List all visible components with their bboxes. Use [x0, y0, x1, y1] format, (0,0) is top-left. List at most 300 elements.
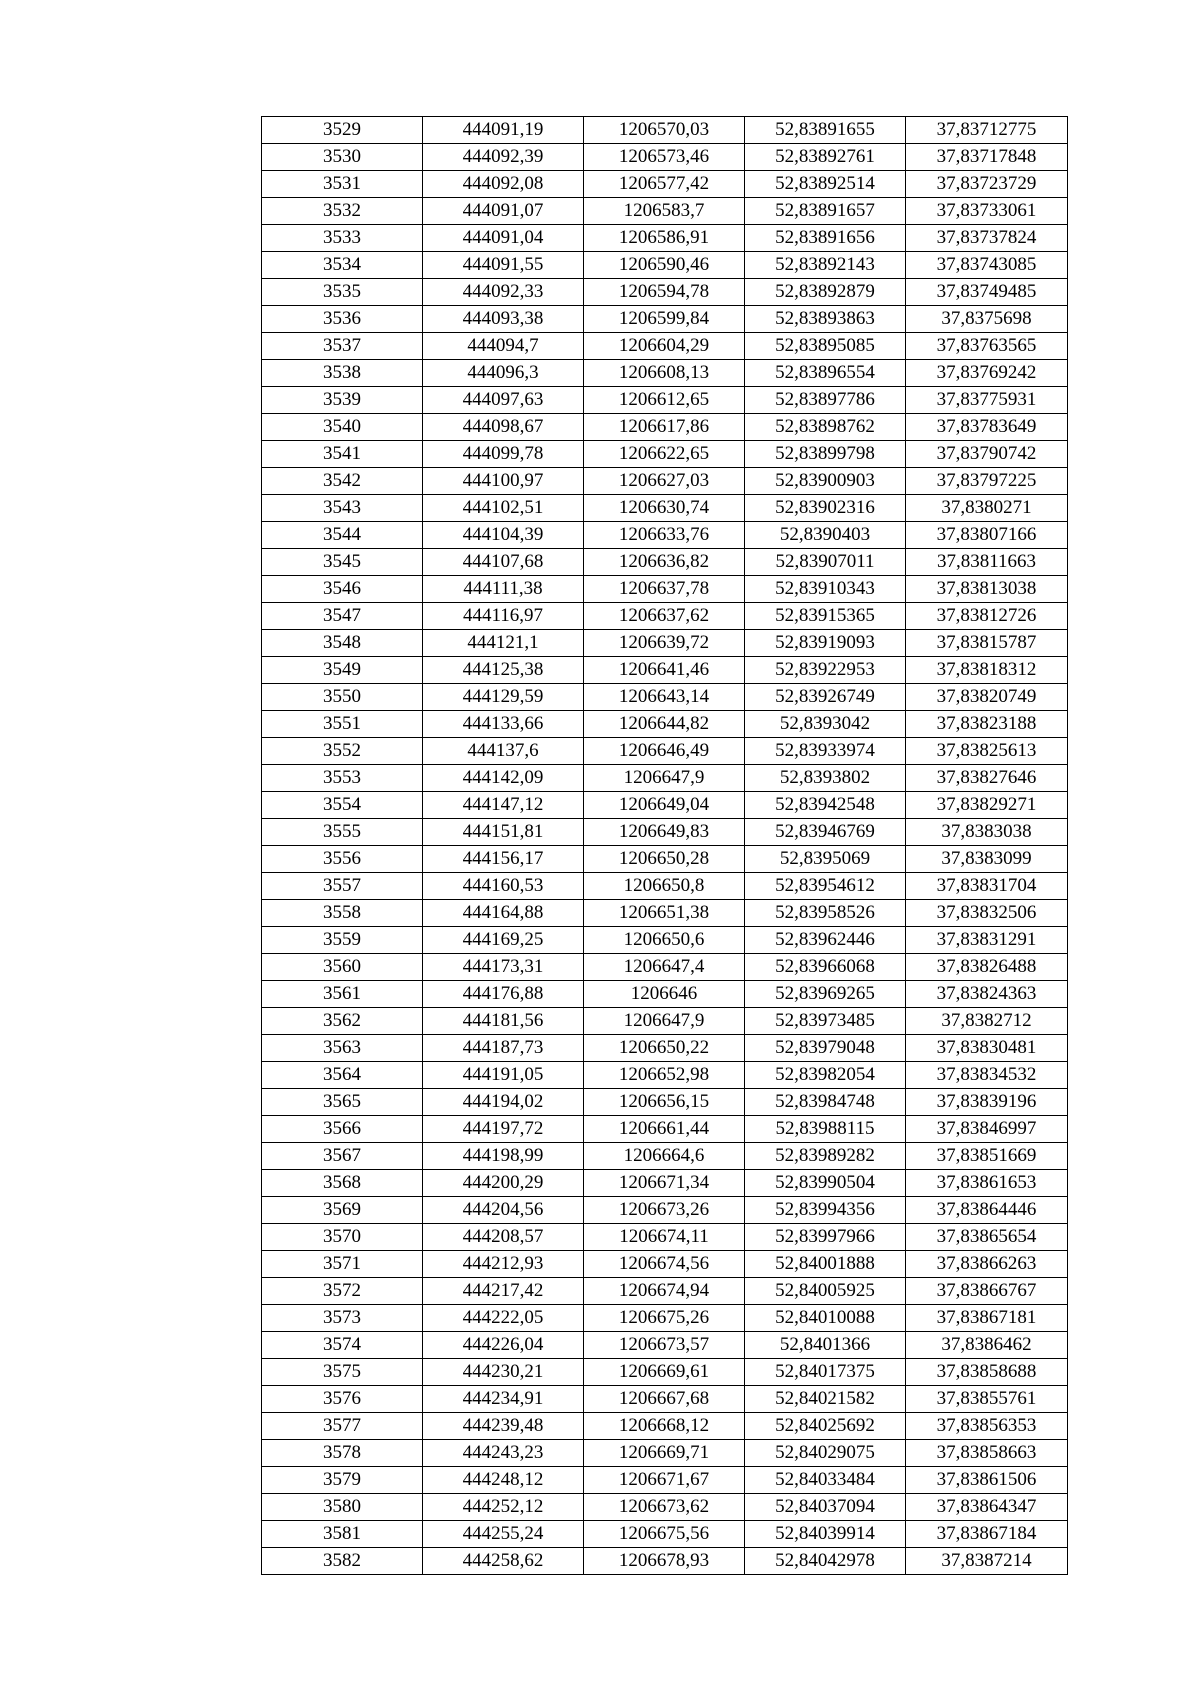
latitude-cell: 52,83892761: [745, 144, 906, 171]
longitude-cell: 37,83775931: [906, 387, 1068, 414]
latitude-cell: 52,84005925: [745, 1278, 906, 1305]
table-row: [262, 414, 1068, 441]
latitude-cell: 52,83922953: [745, 657, 906, 684]
longitude-cell: 37,8383038: [906, 819, 1068, 846]
point-number-cell: 3540: [262, 414, 423, 441]
y-coordinate-cell: 1206647,9: [584, 1008, 745, 1035]
x-coordinate-cell: 444191,05: [423, 1062, 584, 1089]
x-coordinate-cell: 444226,04: [423, 1332, 584, 1359]
table-row: [262, 1332, 1068, 1359]
y-coordinate-cell: 1206652,98: [584, 1062, 745, 1089]
y-coordinate-cell: 1206612,65: [584, 387, 745, 414]
longitude-cell: 37,83834532: [906, 1062, 1068, 1089]
y-coordinate-cell: 1206594,78: [584, 279, 745, 306]
longitude-cell: 37,83824363: [906, 981, 1068, 1008]
latitude-cell: 52,83915365: [745, 603, 906, 630]
longitude-cell: 37,83831291: [906, 927, 1068, 954]
point-number-cell: 3530: [262, 144, 423, 171]
latitude-cell: 52,84033484: [745, 1467, 906, 1494]
y-coordinate-cell: 1206639,72: [584, 630, 745, 657]
x-coordinate-cell: 444099,78: [423, 441, 584, 468]
longitude-cell: 37,83856353: [906, 1413, 1068, 1440]
table-row: [262, 1521, 1068, 1548]
table-row: [262, 1170, 1068, 1197]
latitude-cell: 52,84042978: [745, 1548, 906, 1575]
x-coordinate-cell: 444129,59: [423, 684, 584, 711]
longitude-cell: 37,8380271: [906, 495, 1068, 522]
x-coordinate-cell: 444125,38: [423, 657, 584, 684]
y-coordinate-cell: 1206573,46: [584, 144, 745, 171]
latitude-cell: 52,8393042: [745, 711, 906, 738]
x-coordinate-cell: 444187,73: [423, 1035, 584, 1062]
table-row: [262, 1197, 1068, 1224]
latitude-cell: 52,83946769: [745, 819, 906, 846]
point-number-cell: 3545: [262, 549, 423, 576]
x-coordinate-cell: 444217,42: [423, 1278, 584, 1305]
table-row: [262, 738, 1068, 765]
y-coordinate-cell: 1206599,84: [584, 306, 745, 333]
y-coordinate-cell: 1206673,62: [584, 1494, 745, 1521]
point-number-cell: 3568: [262, 1170, 423, 1197]
point-number-cell: 3552: [262, 738, 423, 765]
latitude-cell: 52,83958526: [745, 900, 906, 927]
x-coordinate-cell: 444093,38: [423, 306, 584, 333]
longitude-cell: 37,83864446: [906, 1197, 1068, 1224]
table-row: [262, 1224, 1068, 1251]
y-coordinate-cell: 1206633,76: [584, 522, 745, 549]
x-coordinate-cell: 444243,23: [423, 1440, 584, 1467]
point-number-cell: 3549: [262, 657, 423, 684]
x-coordinate-cell: 444197,72: [423, 1116, 584, 1143]
latitude-cell: 52,83907011: [745, 549, 906, 576]
latitude-cell: 52,83988115: [745, 1116, 906, 1143]
longitude-cell: 37,83813038: [906, 576, 1068, 603]
point-number-cell: 3558: [262, 900, 423, 927]
point-number-cell: 3575: [262, 1359, 423, 1386]
y-coordinate-cell: 1206641,46: [584, 657, 745, 684]
latitude-cell: 52,83926749: [745, 684, 906, 711]
latitude-cell: 52,84001888: [745, 1251, 906, 1278]
x-coordinate-cell: 444137,6: [423, 738, 584, 765]
point-number-cell: 3557: [262, 873, 423, 900]
table-row: [262, 603, 1068, 630]
point-number-cell: 3570: [262, 1224, 423, 1251]
longitude-cell: 37,83851669: [906, 1143, 1068, 1170]
longitude-cell: 37,83830481: [906, 1035, 1068, 1062]
latitude-cell: 52,83942548: [745, 792, 906, 819]
latitude-cell: 52,8395069: [745, 846, 906, 873]
longitude-cell: 37,83820749: [906, 684, 1068, 711]
y-coordinate-cell: 1206622,65: [584, 441, 745, 468]
longitude-cell: 37,8387214: [906, 1548, 1068, 1575]
x-coordinate-cell: 444102,51: [423, 495, 584, 522]
latitude-cell: 52,84029075: [745, 1440, 906, 1467]
point-number-cell: 3569: [262, 1197, 423, 1224]
longitude-cell: 37,8386462: [906, 1332, 1068, 1359]
longitude-cell: 37,83829271: [906, 792, 1068, 819]
y-coordinate-cell: 1206674,56: [584, 1251, 745, 1278]
point-number-cell: 3572: [262, 1278, 423, 1305]
point-number-cell: 3561: [262, 981, 423, 1008]
latitude-cell: 52,83910343: [745, 576, 906, 603]
table-row: [262, 144, 1068, 171]
table-row: [262, 1089, 1068, 1116]
x-coordinate-cell: 444092,33: [423, 279, 584, 306]
longitude-cell: 37,8375698: [906, 306, 1068, 333]
latitude-cell: 52,83892143: [745, 252, 906, 279]
table-row: [262, 819, 1068, 846]
x-coordinate-cell: 444091,07: [423, 198, 584, 225]
longitude-cell: 37,83858688: [906, 1359, 1068, 1386]
table-row: [262, 198, 1068, 225]
x-coordinate-cell: 444181,56: [423, 1008, 584, 1035]
table-row: [262, 630, 1068, 657]
x-coordinate-cell: 444092,39: [423, 144, 584, 171]
point-number-cell: 3566: [262, 1116, 423, 1143]
y-coordinate-cell: 1206674,94: [584, 1278, 745, 1305]
latitude-cell: 52,83892879: [745, 279, 906, 306]
latitude-cell: 52,84039914: [745, 1521, 906, 1548]
y-coordinate-cell: 1206637,62: [584, 603, 745, 630]
x-coordinate-cell: 444094,7: [423, 333, 584, 360]
table-row: [262, 306, 1068, 333]
latitude-cell: 52,83902316: [745, 495, 906, 522]
y-coordinate-cell: 1206671,34: [584, 1170, 745, 1197]
latitude-cell: 52,83973485: [745, 1008, 906, 1035]
x-coordinate-cell: 444096,3: [423, 360, 584, 387]
point-number-cell: 3539: [262, 387, 423, 414]
longitude-cell: 37,83790742: [906, 441, 1068, 468]
longitude-cell: 37,83818312: [906, 657, 1068, 684]
y-coordinate-cell: 1206627,03: [584, 468, 745, 495]
y-coordinate-cell: 1206636,82: [584, 549, 745, 576]
point-number-cell: 3534: [262, 252, 423, 279]
y-coordinate-cell: 1206661,44: [584, 1116, 745, 1143]
y-coordinate-cell: 1206590,46: [584, 252, 745, 279]
coordinates-table-body: [262, 117, 1068, 1575]
table-row: [262, 1467, 1068, 1494]
y-coordinate-cell: 1206647,4: [584, 954, 745, 981]
latitude-cell: 52,8390403: [745, 522, 906, 549]
longitude-cell: 37,83827646: [906, 765, 1068, 792]
longitude-cell: 37,83797225: [906, 468, 1068, 495]
longitude-cell: 37,83737824: [906, 225, 1068, 252]
longitude-cell: 37,83807166: [906, 522, 1068, 549]
x-coordinate-cell: 444156,17: [423, 846, 584, 873]
table-row: [262, 1413, 1068, 1440]
y-coordinate-cell: 1206671,67: [584, 1467, 745, 1494]
table-row: [262, 792, 1068, 819]
latitude-cell: 52,83994356: [745, 1197, 906, 1224]
table-row: [262, 441, 1068, 468]
point-number-cell: 3548: [262, 630, 423, 657]
longitude-cell: 37,83783649: [906, 414, 1068, 441]
longitude-cell: 37,83815787: [906, 630, 1068, 657]
y-coordinate-cell: 1206643,14: [584, 684, 745, 711]
latitude-cell: 52,83899798: [745, 441, 906, 468]
latitude-cell: 52,83979048: [745, 1035, 906, 1062]
x-coordinate-cell: 444098,67: [423, 414, 584, 441]
longitude-cell: 37,8383099: [906, 846, 1068, 873]
y-coordinate-cell: 1206630,74: [584, 495, 745, 522]
latitude-cell: 52,83895085: [745, 333, 906, 360]
y-coordinate-cell: 1206669,61: [584, 1359, 745, 1386]
x-coordinate-cell: 444100,97: [423, 468, 584, 495]
y-coordinate-cell: 1206646,49: [584, 738, 745, 765]
latitude-cell: 52,83900903: [745, 468, 906, 495]
longitude-cell: 37,83864347: [906, 1494, 1068, 1521]
latitude-cell: 52,83997966: [745, 1224, 906, 1251]
point-number-cell: 3554: [262, 792, 423, 819]
x-coordinate-cell: 444252,12: [423, 1494, 584, 1521]
latitude-cell: 52,84017375: [745, 1359, 906, 1386]
y-coordinate-cell: 1206650,28: [584, 846, 745, 873]
point-number-cell: 3536: [262, 306, 423, 333]
table-row: [262, 900, 1068, 927]
y-coordinate-cell: 1206577,42: [584, 171, 745, 198]
latitude-cell: 52,83984748: [745, 1089, 906, 1116]
table-row: [262, 954, 1068, 981]
y-coordinate-cell: 1206608,13: [584, 360, 745, 387]
point-number-cell: 3563: [262, 1035, 423, 1062]
point-number-cell: 3547: [262, 603, 423, 630]
latitude-cell: 52,83891657: [745, 198, 906, 225]
point-number-cell: 3559: [262, 927, 423, 954]
table-row: [262, 252, 1068, 279]
x-coordinate-cell: 444164,88: [423, 900, 584, 927]
longitude-cell: 37,83839196: [906, 1089, 1068, 1116]
longitude-cell: 37,83861653: [906, 1170, 1068, 1197]
point-number-cell: 3537: [262, 333, 423, 360]
latitude-cell: 52,8393802: [745, 765, 906, 792]
x-coordinate-cell: 444092,08: [423, 171, 584, 198]
point-number-cell: 3529: [262, 117, 423, 144]
x-coordinate-cell: 444091,55: [423, 252, 584, 279]
table-row: [262, 522, 1068, 549]
latitude-cell: 52,83966068: [745, 954, 906, 981]
point-number-cell: 3541: [262, 441, 423, 468]
x-coordinate-cell: 444173,31: [423, 954, 584, 981]
x-coordinate-cell: 444151,81: [423, 819, 584, 846]
table-row: [262, 279, 1068, 306]
y-coordinate-cell: 1206673,26: [584, 1197, 745, 1224]
longitude-cell: 37,83712775: [906, 117, 1068, 144]
longitude-cell: 37,83812726: [906, 603, 1068, 630]
table-row: [262, 468, 1068, 495]
point-number-cell: 3574: [262, 1332, 423, 1359]
latitude-cell: 52,83954612: [745, 873, 906, 900]
table-row: [262, 171, 1068, 198]
point-number-cell: 3535: [262, 279, 423, 306]
table-row: [262, 1359, 1068, 1386]
table-row: [262, 360, 1068, 387]
table-row: [262, 1278, 1068, 1305]
x-coordinate-cell: 444091,19: [423, 117, 584, 144]
point-number-cell: 3550: [262, 684, 423, 711]
table-row: [262, 576, 1068, 603]
longitude-cell: 37,83865654: [906, 1224, 1068, 1251]
table-row: [262, 927, 1068, 954]
table-row: [262, 1305, 1068, 1332]
y-coordinate-cell: 1206678,93: [584, 1548, 745, 1575]
y-coordinate-cell: 1206583,7: [584, 198, 745, 225]
latitude-cell: 52,84010088: [745, 1305, 906, 1332]
x-coordinate-cell: 444230,21: [423, 1359, 584, 1386]
y-coordinate-cell: 1206644,82: [584, 711, 745, 738]
table-row: [262, 684, 1068, 711]
longitude-cell: 37,8382712: [906, 1008, 1068, 1035]
latitude-cell: 52,83989282: [745, 1143, 906, 1170]
table-row: [262, 387, 1068, 414]
latitude-cell: 52,83896554: [745, 360, 906, 387]
latitude-cell: 52,83897786: [745, 387, 906, 414]
x-coordinate-cell: 444169,25: [423, 927, 584, 954]
point-number-cell: 3582: [262, 1548, 423, 1575]
longitude-cell: 37,83811663: [906, 549, 1068, 576]
table-row: [262, 981, 1068, 1008]
x-coordinate-cell: 444194,02: [423, 1089, 584, 1116]
coordinates-table: [261, 116, 1068, 1575]
longitude-cell: 37,83866263: [906, 1251, 1068, 1278]
y-coordinate-cell: 1206637,78: [584, 576, 745, 603]
latitude-cell: 52,84037094: [745, 1494, 906, 1521]
table-row: [262, 225, 1068, 252]
x-coordinate-cell: 444133,66: [423, 711, 584, 738]
x-coordinate-cell: 444248,12: [423, 1467, 584, 1494]
table-row: [262, 1008, 1068, 1035]
table-row: [262, 1548, 1068, 1575]
y-coordinate-cell: 1206647,9: [584, 765, 745, 792]
y-coordinate-cell: 1206617,86: [584, 414, 745, 441]
latitude-cell: 52,83891655: [745, 117, 906, 144]
longitude-cell: 37,83855761: [906, 1386, 1068, 1413]
x-coordinate-cell: 444111,38: [423, 576, 584, 603]
longitude-cell: 37,83866767: [906, 1278, 1068, 1305]
y-coordinate-cell: 1206667,68: [584, 1386, 745, 1413]
x-coordinate-cell: 444222,05: [423, 1305, 584, 1332]
y-coordinate-cell: 1206673,57: [584, 1332, 745, 1359]
longitude-cell: 37,83733061: [906, 198, 1068, 225]
table-row: [262, 549, 1068, 576]
point-number-cell: 3551: [262, 711, 423, 738]
longitude-cell: 37,83826488: [906, 954, 1068, 981]
point-number-cell: 3577: [262, 1413, 423, 1440]
x-coordinate-cell: 444234,91: [423, 1386, 584, 1413]
point-number-cell: 3579: [262, 1467, 423, 1494]
latitude-cell: 52,83990504: [745, 1170, 906, 1197]
x-coordinate-cell: 444107,68: [423, 549, 584, 576]
x-coordinate-cell: 444239,48: [423, 1413, 584, 1440]
latitude-cell: 52,83969265: [745, 981, 906, 1008]
x-coordinate-cell: 444204,56: [423, 1197, 584, 1224]
point-number-cell: 3580: [262, 1494, 423, 1521]
latitude-cell: 52,84021582: [745, 1386, 906, 1413]
longitude-cell: 37,83831704: [906, 873, 1068, 900]
table-row: [262, 711, 1068, 738]
y-coordinate-cell: 1206649,83: [584, 819, 745, 846]
y-coordinate-cell: 1206674,11: [584, 1224, 745, 1251]
point-number-cell: 3544: [262, 522, 423, 549]
y-coordinate-cell: 1206646: [584, 981, 745, 1008]
latitude-cell: 52,83962446: [745, 927, 906, 954]
latitude-cell: 52,83982054: [745, 1062, 906, 1089]
table-row: [262, 1143, 1068, 1170]
y-coordinate-cell: 1206649,04: [584, 792, 745, 819]
y-coordinate-cell: 1206650,8: [584, 873, 745, 900]
table-row: [262, 1116, 1068, 1143]
x-coordinate-cell: 444142,09: [423, 765, 584, 792]
table-row: [262, 1035, 1068, 1062]
point-number-cell: 3573: [262, 1305, 423, 1332]
latitude-cell: 52,8401366: [745, 1332, 906, 1359]
longitude-cell: 37,83861506: [906, 1467, 1068, 1494]
latitude-cell: 52,83891656: [745, 225, 906, 252]
latitude-cell: 52,83892514: [745, 171, 906, 198]
point-number-cell: 3571: [262, 1251, 423, 1278]
x-coordinate-cell: 444198,99: [423, 1143, 584, 1170]
point-number-cell: 3567: [262, 1143, 423, 1170]
longitude-cell: 37,83763565: [906, 333, 1068, 360]
table-row: [262, 333, 1068, 360]
table-row: [262, 657, 1068, 684]
point-number-cell: 3543: [262, 495, 423, 522]
x-coordinate-cell: 444097,63: [423, 387, 584, 414]
point-number-cell: 3553: [262, 765, 423, 792]
y-coordinate-cell: 1206669,71: [584, 1440, 745, 1467]
longitude-cell: 37,83723729: [906, 171, 1068, 198]
point-number-cell: 3555: [262, 819, 423, 846]
table-row: [262, 765, 1068, 792]
table-row: [262, 1062, 1068, 1089]
y-coordinate-cell: 1206650,6: [584, 927, 745, 954]
point-number-cell: 3581: [262, 1521, 423, 1548]
x-coordinate-cell: 444176,88: [423, 981, 584, 1008]
longitude-cell: 37,83769242: [906, 360, 1068, 387]
point-number-cell: 3532: [262, 198, 423, 225]
point-number-cell: 3576: [262, 1386, 423, 1413]
x-coordinate-cell: 444255,24: [423, 1521, 584, 1548]
y-coordinate-cell: 1206664,6: [584, 1143, 745, 1170]
longitude-cell: 37,83825613: [906, 738, 1068, 765]
point-number-cell: 3564: [262, 1062, 423, 1089]
x-coordinate-cell: 444147,12: [423, 792, 584, 819]
y-coordinate-cell: 1206586,91: [584, 225, 745, 252]
longitude-cell: 37,83717848: [906, 144, 1068, 171]
latitude-cell: 52,83919093: [745, 630, 906, 657]
x-coordinate-cell: 444258,62: [423, 1548, 584, 1575]
x-coordinate-cell: 444121,1: [423, 630, 584, 657]
y-coordinate-cell: 1206604,29: [584, 333, 745, 360]
point-number-cell: 3578: [262, 1440, 423, 1467]
latitude-cell: 52,83893863: [745, 306, 906, 333]
table-row: [262, 1440, 1068, 1467]
table-row: [262, 846, 1068, 873]
table-row: [262, 1494, 1068, 1521]
point-number-cell: 3546: [262, 576, 423, 603]
point-number-cell: 3565: [262, 1089, 423, 1116]
table-row: [262, 873, 1068, 900]
table-row: [262, 117, 1068, 144]
longitude-cell: 37,83867184: [906, 1521, 1068, 1548]
x-coordinate-cell: 444160,53: [423, 873, 584, 900]
longitude-cell: 37,83743085: [906, 252, 1068, 279]
x-coordinate-cell: 444116,97: [423, 603, 584, 630]
x-coordinate-cell: 444212,93: [423, 1251, 584, 1278]
longitude-cell: 37,83749485: [906, 279, 1068, 306]
point-number-cell: 3542: [262, 468, 423, 495]
longitude-cell: 37,83823188: [906, 711, 1068, 738]
point-number-cell: 3538: [262, 360, 423, 387]
